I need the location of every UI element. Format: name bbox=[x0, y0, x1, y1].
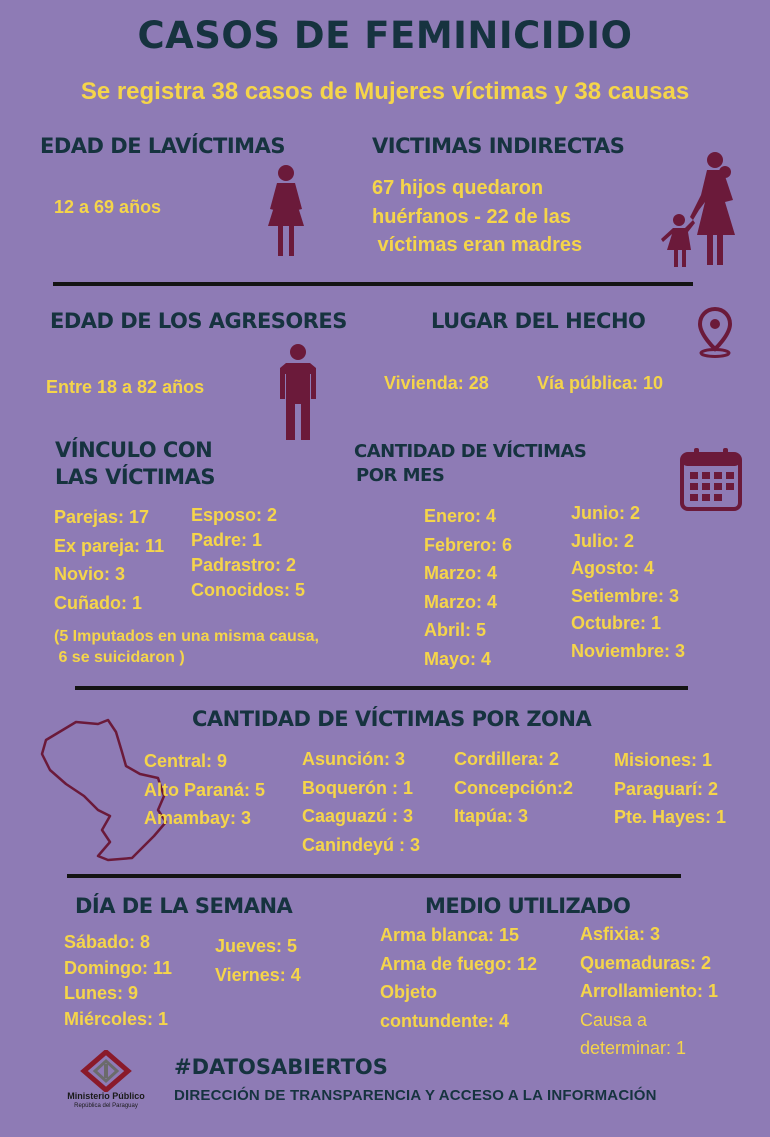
mother-child-icon bbox=[655, 150, 745, 270]
dia-col1 bbox=[64, 930, 172, 1032]
list-item: Cuñado: 1 bbox=[54, 592, 142, 613]
victimas-indirectas-text bbox=[372, 174, 582, 260]
list-item: Central: 9 bbox=[144, 751, 228, 771]
indirectas-line: víctimas eran madres bbox=[372, 234, 583, 256]
direccion: DIRECCIÓN DE TRANSPARENCIA Y ACCESO A LA INFORMACIÓN bbox=[174, 1087, 657, 1104]
list-item: Canindeyú : 3 bbox=[302, 834, 421, 855]
list-item: Esposo: 2 bbox=[191, 505, 278, 525]
divider bbox=[67, 874, 681, 878]
dia-col2 bbox=[215, 932, 301, 989]
medio-heading: MEDIO UTILIZADO bbox=[425, 894, 631, 918]
list-item: Febrero: 6 bbox=[424, 534, 513, 555]
lugar-heading: LUGAR DEL HECHO bbox=[431, 309, 646, 333]
list-item: Padrastro: 2 bbox=[191, 555, 297, 575]
list-item: Marzo: 4 bbox=[424, 591, 498, 612]
medio-col2 bbox=[580, 920, 718, 1063]
vinculo-col2 bbox=[191, 503, 305, 603]
vinculo-heading: VÍNCULO CON LAS VÍCTIMAS bbox=[55, 438, 215, 489]
list-item: Causa a bbox=[580, 1009, 648, 1030]
logo-name: Ministerio Público bbox=[67, 1091, 145, 1101]
list-item: Enero: 4 bbox=[424, 506, 497, 526]
list-item: contundente: 4 bbox=[380, 1010, 509, 1031]
list-item: Viernes: 4 bbox=[215, 964, 301, 985]
medio-col1 bbox=[380, 921, 537, 1035]
list-item: Jueves: 5 bbox=[215, 936, 298, 956]
list-item: Sábado: 8 bbox=[64, 932, 151, 952]
zona-col3 bbox=[454, 745, 573, 831]
list-item: Caaguazú : 3 bbox=[302, 806, 414, 826]
list-item: Concepción:2 bbox=[454, 777, 574, 798]
vinculo-col1 bbox=[54, 503, 164, 617]
list-item: Julio: 2 bbox=[571, 530, 635, 551]
logo-sub: República del Paraguay bbox=[74, 1103, 138, 1109]
indirectas-line: huérfanos - 22 de las bbox=[372, 205, 571, 228]
hashtag: #DATOSABIERTOS bbox=[174, 1055, 388, 1079]
vinculo-note bbox=[54, 626, 319, 668]
page-subtitle: Se registra 38 casos de Mujeres víctimas y 38 causas bbox=[80, 78, 690, 105]
divider bbox=[53, 282, 693, 286]
ministerio-logo-icon bbox=[80, 1050, 132, 1092]
list-item: Paraguarí: 2 bbox=[614, 778, 719, 799]
list-item: Miércoles: 1 bbox=[64, 1008, 169, 1029]
note-line: (5 Imputados en una misma causa, bbox=[54, 628, 319, 645]
list-item: Itapúa: 3 bbox=[454, 806, 529, 826]
list-item: Octubre: 1 bbox=[571, 613, 662, 633]
list-item: Pte. Hayes: 1 bbox=[614, 807, 727, 827]
edad-agresores-heading: EDAD DE LOS AGRESORES bbox=[50, 309, 347, 333]
por-mes-heading: CANTIDAD DE VÍCTIMAS POR MES bbox=[354, 441, 587, 486]
note-line: 6 se suicidaron ) bbox=[54, 649, 185, 666]
zona-heading: CANTIDAD DE VÍCTIMAS POR ZONA bbox=[192, 707, 592, 731]
list-item: Arrollamiento: 1 bbox=[580, 981, 719, 1001]
list-item: Ex pareja: 11 bbox=[54, 535, 165, 556]
list-item: Quemaduras: 2 bbox=[580, 952, 712, 973]
list-item: Mayo: 4 bbox=[424, 648, 492, 669]
edad-victimas-heading: EDAD DE LAVÍCTIMAS bbox=[40, 134, 285, 158]
lugar-vivienda: Vivienda: 28 bbox=[384, 373, 489, 393]
location-pin-icon bbox=[697, 307, 733, 359]
list-item: Agosto: 4 bbox=[571, 558, 654, 578]
list-item: Lunes: 9 bbox=[64, 983, 139, 1003]
list-item: Junio: 2 bbox=[571, 503, 641, 523]
list-item: Setiembre: 3 bbox=[571, 585, 680, 606]
page-title: CASOS DE FEMINICIDIO bbox=[137, 14, 633, 57]
zona-col2 bbox=[302, 745, 420, 859]
list-item: Domingo: 11 bbox=[64, 957, 173, 978]
por-mes-col1 bbox=[424, 502, 512, 673]
list-item: Alto Paraná: 5 bbox=[144, 779, 266, 800]
victimas-indirectas-heading: VICTIMAS INDIRECTAS bbox=[372, 134, 625, 158]
edad-agresores-value: Entre 18 a 82 años bbox=[46, 377, 205, 397]
list-item: Noviembre: 3 bbox=[571, 640, 686, 661]
dia-heading: DÍA DE LA SEMANA bbox=[75, 894, 293, 918]
list-item: Padre: 1 bbox=[191, 530, 263, 550]
list-item: Arma de fuego: 12 bbox=[380, 953, 538, 974]
list-item: Objeto bbox=[380, 982, 437, 1002]
list-item: Asunción: 3 bbox=[302, 749, 406, 769]
woman-icon bbox=[262, 164, 310, 259]
list-item: Abril: 5 bbox=[424, 620, 487, 640]
por-mes-col2 bbox=[571, 500, 685, 665]
edad-victimas-value: 12 a 69 años bbox=[54, 197, 162, 217]
list-item: Asfixia: 3 bbox=[580, 924, 661, 944]
list-item: Cordillera: 2 bbox=[454, 749, 560, 769]
list-item: Marzo: 4 bbox=[424, 563, 498, 583]
lugar-via: Vía pública: 10 bbox=[537, 373, 664, 393]
divider bbox=[75, 686, 688, 690]
zona-col4 bbox=[614, 746, 726, 832]
calendar-icon bbox=[679, 446, 743, 512]
list-item: determinar: 1 bbox=[580, 1038, 687, 1058]
indirectas-line: 67 hijos quedaron bbox=[372, 177, 544, 199]
list-item: Parejas: 17 bbox=[54, 507, 150, 527]
list-item: Boquerón : 1 bbox=[302, 777, 413, 798]
zona-col1 bbox=[144, 747, 265, 833]
man-icon bbox=[278, 344, 318, 442]
list-item: Conocidos: 5 bbox=[191, 580, 306, 600]
list-item: Amambay: 3 bbox=[144, 808, 252, 828]
list-item: Arma blanca: 15 bbox=[380, 925, 520, 945]
list-item: Misiones: 1 bbox=[614, 750, 713, 770]
list-item: Novio: 3 bbox=[54, 564, 126, 584]
